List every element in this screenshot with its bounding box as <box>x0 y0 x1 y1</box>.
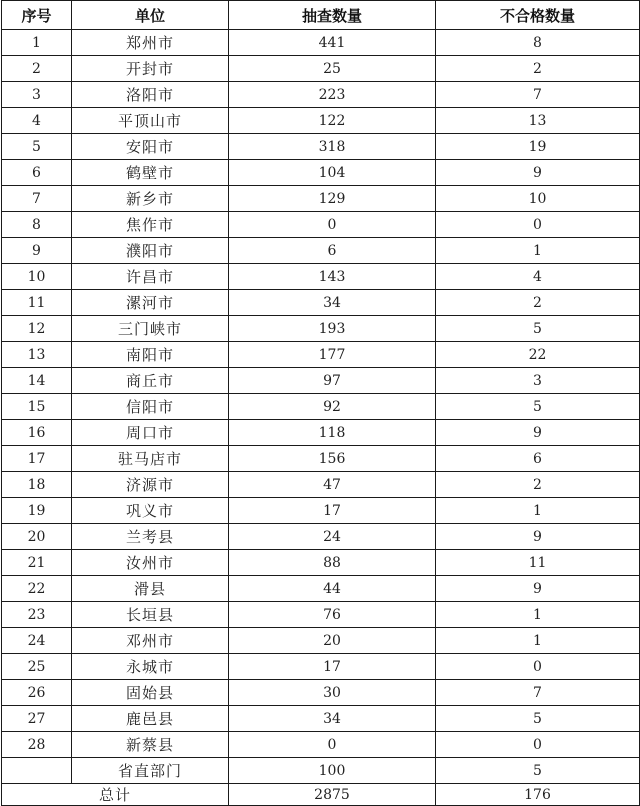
cell-checked: 104 <box>229 160 436 186</box>
table-row <box>2 264 640 290</box>
cell-unit: 焦作市 <box>72 212 229 238</box>
cell-no: 7 <box>2 186 72 212</box>
cell-unit: 安阳市 <box>72 134 229 160</box>
cell-failed: 7 <box>436 82 640 108</box>
cell-unit: 长垣县 <box>72 602 229 628</box>
cell-checked: 441 <box>229 30 436 56</box>
table-row <box>2 420 640 446</box>
cell-failed: 2 <box>436 56 640 82</box>
cell-checked: 47 <box>229 472 436 498</box>
cell-failed: 3 <box>436 368 640 394</box>
cell-failed: 9 <box>436 524 640 550</box>
cell-failed: 10 <box>436 186 640 212</box>
table-row <box>2 472 640 498</box>
cell-failed: 7 <box>436 680 640 706</box>
cell-failed: 2 <box>436 472 640 498</box>
cell-checked: 177 <box>229 342 436 368</box>
table-row <box>2 212 640 238</box>
cell-unit: 漯河市 <box>72 290 229 316</box>
cell-unit: 固始县 <box>72 680 229 706</box>
cell-unit: 永城市 <box>72 654 229 680</box>
cell-failed: 2 <box>436 290 640 316</box>
cell-checked: 17 <box>229 498 436 524</box>
total-row <box>2 784 640 806</box>
cell-checked: 156 <box>229 446 436 472</box>
table-row <box>2 56 640 82</box>
table-row <box>2 30 640 56</box>
cell-failed: 6 <box>436 446 640 472</box>
header-unit: 单位 <box>72 1 229 30</box>
cell-checked: 25 <box>229 56 436 82</box>
cell-no: 3 <box>2 82 72 108</box>
cell-unit: 平顶山市 <box>72 108 229 134</box>
total-label: 总计 <box>2 784 229 806</box>
table-row <box>2 160 640 186</box>
cell-checked: 97 <box>229 368 436 394</box>
cell-unit: 巩义市 <box>72 498 229 524</box>
header-no: 序号 <box>2 1 72 30</box>
cell-no: 9 <box>2 238 72 264</box>
cell-failed: 19 <box>436 134 640 160</box>
table-row <box>2 524 640 550</box>
cell-failed: 5 <box>436 394 640 420</box>
table-row <box>2 498 640 524</box>
cell-unit: 兰考县 <box>72 524 229 550</box>
cell-unit: 商丘市 <box>72 368 229 394</box>
table-row <box>2 628 640 654</box>
cell-no: 17 <box>2 446 72 472</box>
cell-unit: 周口市 <box>72 420 229 446</box>
cell-no: 6 <box>2 160 72 186</box>
cell-no: 18 <box>2 472 72 498</box>
header-row <box>2 1 640 30</box>
cell-unit: 驻马店市 <box>72 446 229 472</box>
cell-no: 25 <box>2 654 72 680</box>
cell-checked: 223 <box>229 82 436 108</box>
cell-checked: 17 <box>229 654 436 680</box>
cell-failed: 9 <box>436 420 640 446</box>
cell-unit: 汝州市 <box>72 550 229 576</box>
table-row <box>2 186 640 212</box>
cell-unit: 三门峡市 <box>72 316 229 342</box>
table-row <box>2 732 640 758</box>
header-checked: 抽查数量 <box>229 1 436 30</box>
cell-unit: 鹤壁市 <box>72 160 229 186</box>
table-footer <box>2 784 640 806</box>
cell-no: 14 <box>2 368 72 394</box>
cell-checked: 44 <box>229 576 436 602</box>
cell-no: 5 <box>2 134 72 160</box>
cell-failed: 5 <box>436 706 640 732</box>
table-row <box>2 238 640 264</box>
cell-failed: 1 <box>436 238 640 264</box>
cell-failed: 22 <box>436 342 640 368</box>
cell-checked: 143 <box>229 264 436 290</box>
cell-no: 11 <box>2 290 72 316</box>
cell-checked: 92 <box>229 394 436 420</box>
cell-no: 2 <box>2 56 72 82</box>
table-row <box>2 368 640 394</box>
cell-unit: 许昌市 <box>72 264 229 290</box>
cell-unit: 济源市 <box>72 472 229 498</box>
cell-failed: 9 <box>436 576 640 602</box>
cell-checked: 30 <box>229 680 436 706</box>
cell-no: 16 <box>2 420 72 446</box>
cell-failed: 11 <box>436 550 640 576</box>
cell-checked: 6 <box>229 238 436 264</box>
cell-checked: 193 <box>229 316 436 342</box>
cell-failed: 0 <box>436 212 640 238</box>
table-row <box>2 290 640 316</box>
cell-no: 8 <box>2 212 72 238</box>
total-checked: 2875 <box>229 784 436 806</box>
cell-checked: 34 <box>229 706 436 732</box>
cell-no: 26 <box>2 680 72 706</box>
cell-no: 19 <box>2 498 72 524</box>
cell-unit: 省直部门 <box>72 758 229 784</box>
cell-failed: 1 <box>436 628 640 654</box>
cell-checked: 318 <box>229 134 436 160</box>
cell-no: 28 <box>2 732 72 758</box>
cell-failed: 8 <box>436 30 640 56</box>
cell-failed: 5 <box>436 316 640 342</box>
cell-no: 24 <box>2 628 72 654</box>
cell-checked: 24 <box>229 524 436 550</box>
cell-checked: 76 <box>229 602 436 628</box>
cell-unit: 邓州市 <box>72 628 229 654</box>
table-row <box>2 602 640 628</box>
cell-checked: 0 <box>229 212 436 238</box>
table-row <box>2 576 640 602</box>
cell-unit: 开封市 <box>72 56 229 82</box>
cell-failed: 4 <box>436 264 640 290</box>
table-body <box>2 30 640 784</box>
cell-no: 13 <box>2 342 72 368</box>
cell-unit: 新乡市 <box>72 186 229 212</box>
cell-no <box>2 758 72 784</box>
cell-checked: 34 <box>229 290 436 316</box>
cell-no: 12 <box>2 316 72 342</box>
cell-no: 15 <box>2 394 72 420</box>
cell-failed: 1 <box>436 602 640 628</box>
table-row <box>2 758 640 784</box>
cell-failed: 0 <box>436 654 640 680</box>
cell-no: 22 <box>2 576 72 602</box>
cell-checked: 0 <box>229 732 436 758</box>
table-row <box>2 342 640 368</box>
cell-unit: 鹿邑县 <box>72 706 229 732</box>
cell-checked: 88 <box>229 550 436 576</box>
inspection-table <box>1 0 640 806</box>
header-failed: 不合格数量 <box>436 1 640 30</box>
table-header <box>2 1 640 30</box>
cell-no: 21 <box>2 550 72 576</box>
cell-unit: 新蔡县 <box>72 732 229 758</box>
cell-no: 1 <box>2 30 72 56</box>
cell-checked: 100 <box>229 758 436 784</box>
table-row <box>2 108 640 134</box>
table-row <box>2 82 640 108</box>
total-failed: 176 <box>436 784 640 806</box>
cell-no: 20 <box>2 524 72 550</box>
table-row <box>2 680 640 706</box>
cell-unit: 南阳市 <box>72 342 229 368</box>
cell-failed: 9 <box>436 160 640 186</box>
cell-failed: 1 <box>436 498 640 524</box>
table-row <box>2 706 640 732</box>
cell-checked: 20 <box>229 628 436 654</box>
cell-unit: 郑州市 <box>72 30 229 56</box>
cell-checked: 118 <box>229 420 436 446</box>
cell-unit: 信阳市 <box>72 394 229 420</box>
cell-unit: 滑县 <box>72 576 229 602</box>
cell-no: 4 <box>2 108 72 134</box>
cell-no: 23 <box>2 602 72 628</box>
cell-failed: 0 <box>436 732 640 758</box>
table-row <box>2 134 640 160</box>
cell-failed: 13 <box>436 108 640 134</box>
cell-unit: 洛阳市 <box>72 82 229 108</box>
cell-checked: 129 <box>229 186 436 212</box>
cell-failed: 5 <box>436 758 640 784</box>
table-row <box>2 316 640 342</box>
table-row <box>2 550 640 576</box>
cell-checked: 122 <box>229 108 436 134</box>
table-row <box>2 446 640 472</box>
table-row <box>2 394 640 420</box>
cell-unit: 濮阳市 <box>72 238 229 264</box>
cell-no: 27 <box>2 706 72 732</box>
table-row <box>2 654 640 680</box>
cell-no: 10 <box>2 264 72 290</box>
